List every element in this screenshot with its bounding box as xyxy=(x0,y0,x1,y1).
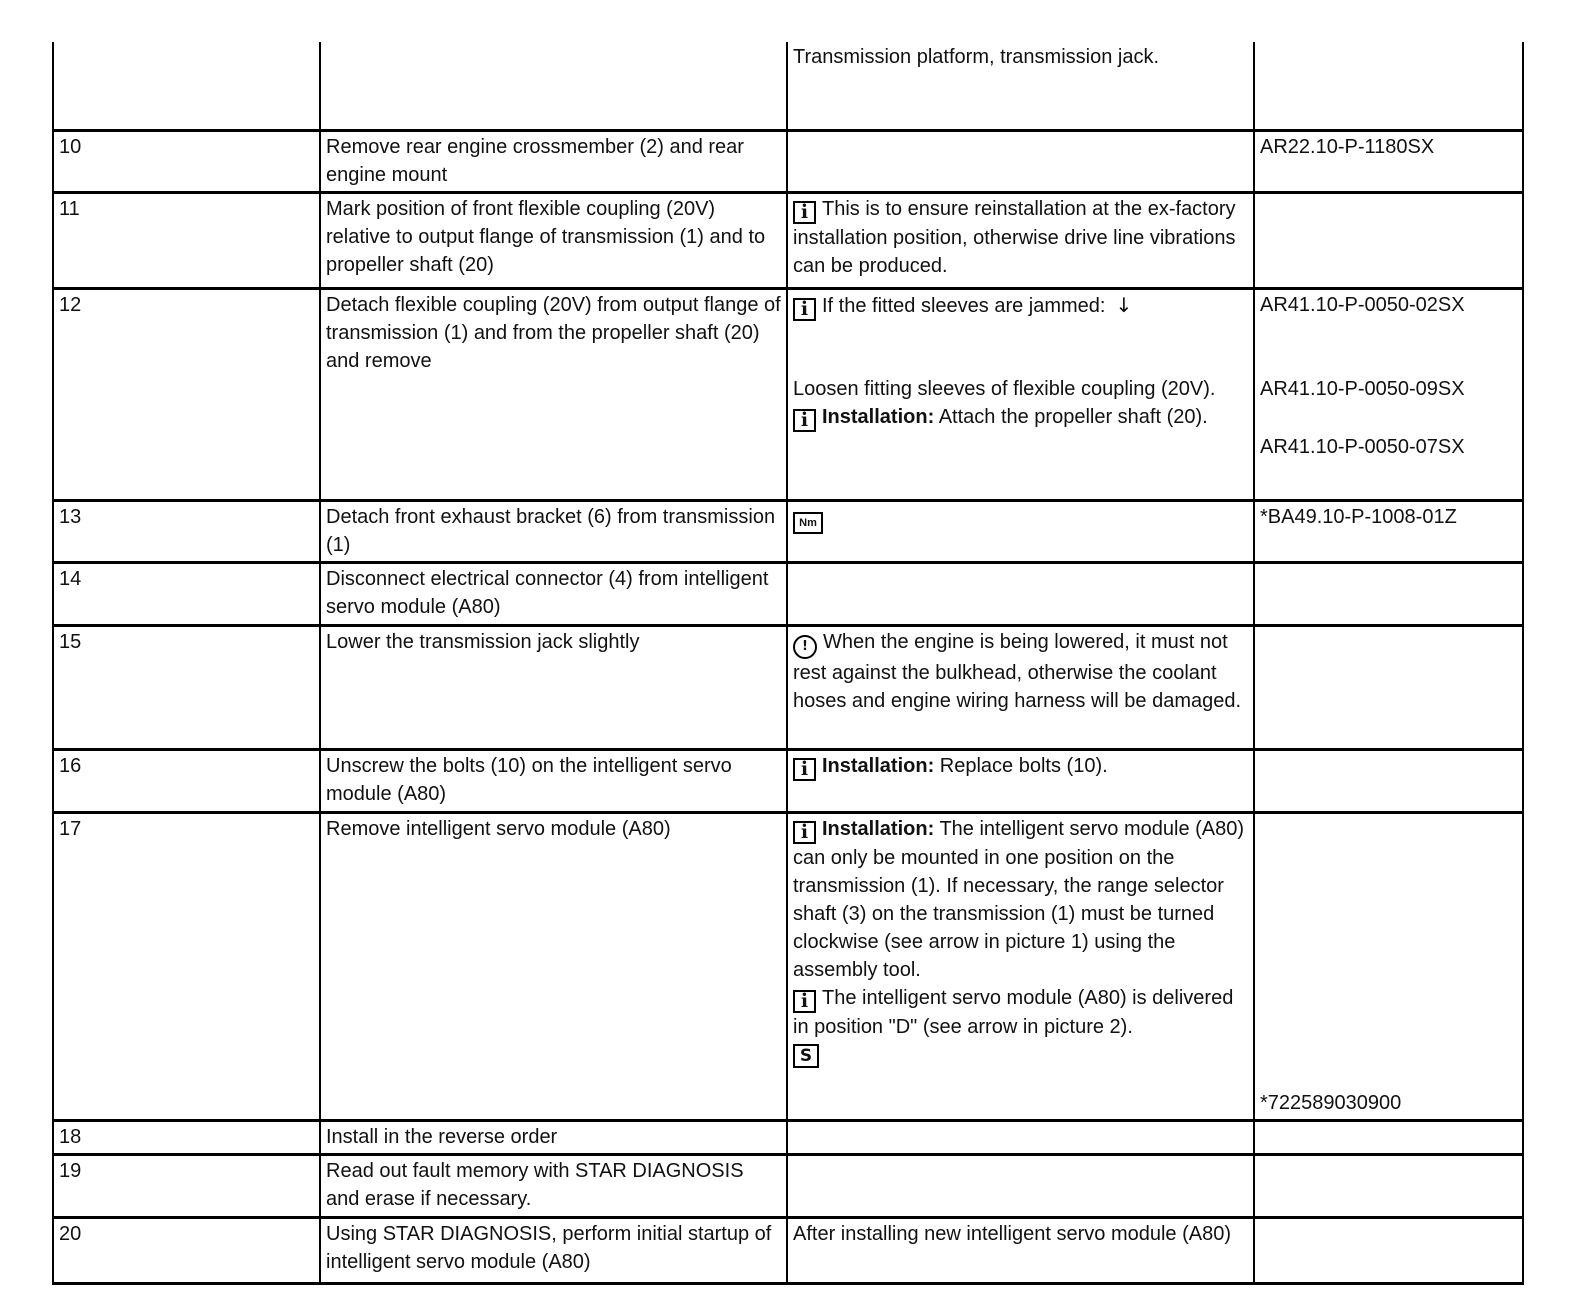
step-notes: After installing new intelligent servo module (A80) xyxy=(787,1217,1254,1283)
table-row xyxy=(53,500,1523,562)
step-action: Detach flexible coupling (20V) from output flange of transmission (1) and from the propeller shaft (20) and remove xyxy=(320,288,787,500)
info-icon: i xyxy=(793,990,816,1013)
step-number: 10 xyxy=(53,130,320,192)
reference-link[interactable]: AR22.10-P-1180SX xyxy=(1260,135,1435,158)
step-number: 19 xyxy=(53,1154,320,1217)
note-text: Replace bolts (10). xyxy=(939,754,1108,777)
note-text: The intelligent servo module (A80) can only be mounted in one position on the transmission (1). If necessary, the range selector shaft (3) on the transmission (1) must be turned clockwise (see arrow in picture 1) using the assembly tool. xyxy=(793,817,1245,981)
reference-link[interactable]: AR41.10-P-0050-02SX xyxy=(1260,293,1465,316)
procedure-table xyxy=(52,42,1524,1285)
info-icon: i xyxy=(793,298,816,321)
step-notes xyxy=(787,1120,1254,1154)
installation-label: Installation: xyxy=(822,817,935,840)
step-action: Unscrew the bolts (10) on the intelligent servo module (A80) xyxy=(320,749,787,812)
step-reference xyxy=(1254,562,1523,625)
step-number: 18 xyxy=(53,1120,320,1154)
step-reference xyxy=(1254,1154,1523,1217)
table-row xyxy=(53,1217,1523,1283)
step-reference xyxy=(1254,1217,1523,1283)
step-notes xyxy=(787,500,1254,562)
table-row xyxy=(53,1154,1523,1217)
table-row xyxy=(53,812,1523,1120)
step-action: Remove rear engine crossmember (2) and rear engine mount xyxy=(320,130,787,192)
special-tool-icon[interactable]: S xyxy=(793,1044,819,1068)
table-row xyxy=(53,42,1523,130)
step-number: 12 xyxy=(53,288,320,500)
info-icon: i xyxy=(793,758,816,781)
installation-label: Installation: xyxy=(822,405,935,428)
info-icon: i xyxy=(793,409,816,432)
step-reference xyxy=(1254,625,1523,749)
table-row xyxy=(53,749,1523,812)
step-notes xyxy=(787,42,1254,130)
step-reference xyxy=(1254,812,1523,1120)
step-action: Using STAR DIAGNOSIS, perform initial startup of intelligent servo module (A80) xyxy=(320,1217,787,1283)
step-notes xyxy=(787,749,1254,812)
step-action: Detach front exhaust bracket (6) from transmission (1) xyxy=(320,500,787,562)
step-notes xyxy=(787,288,1254,500)
table-row xyxy=(53,625,1523,749)
table-row xyxy=(53,288,1523,500)
step-action: Lower the transmission jack slightly xyxy=(320,625,787,749)
step-reference xyxy=(1254,749,1523,812)
step-notes xyxy=(787,192,1254,288)
step-notes xyxy=(787,625,1254,749)
step-action: Install in the reverse order xyxy=(320,1120,787,1154)
reference-link[interactable]: AR41.10-P-0050-07SX xyxy=(1260,435,1465,458)
note-text: Loosen fitting sleeves of flexible coupling (20V). xyxy=(793,377,1216,400)
table-row xyxy=(53,1120,1523,1154)
step-reference xyxy=(1254,192,1523,288)
step-notes xyxy=(787,1154,1254,1217)
step-reference xyxy=(1254,288,1523,500)
note-text: Transmission platform, transmission jack. xyxy=(793,46,1160,68)
step-number xyxy=(53,42,320,130)
reference-link[interactable]: *722589030900 xyxy=(1260,1091,1402,1114)
installation-label: Installation: xyxy=(822,754,935,777)
note-text: If the fitted sleeves are jammed: xyxy=(822,294,1106,317)
step-action xyxy=(320,42,787,130)
step-action: Read out fault memory with STAR DIAGNOSIS and erase if necessary. xyxy=(320,1154,787,1217)
arrow-down-icon: ↓ xyxy=(1115,292,1133,317)
note-text: When the engine is being lowered, it must not rest against the bulkhead, otherwise the coolant hoses and engine wiring harness will be damaged. xyxy=(793,630,1242,712)
step-reference[interactable] xyxy=(1254,130,1523,192)
warning-icon: ! xyxy=(793,635,817,659)
step-number: 17 xyxy=(53,812,320,1120)
step-notes xyxy=(787,812,1254,1120)
step-action: Mark position of front flexible coupling (20V) relative to output flange of transmission (1) and to propeller shaft (20) xyxy=(320,192,787,288)
step-number: 16 xyxy=(53,749,320,812)
step-reference[interactable] xyxy=(1254,500,1523,562)
torque-icon[interactable]: Nm xyxy=(793,512,823,534)
step-reference xyxy=(1254,1120,1523,1154)
table-row xyxy=(53,192,1523,288)
step-notes xyxy=(787,562,1254,625)
note-text: The intelligent servo module (A80) is delivered in position "D" (see arrow in picture 2). xyxy=(793,986,1234,1038)
step-notes xyxy=(787,130,1254,192)
step-number: 13 xyxy=(53,500,320,562)
table-row xyxy=(53,130,1523,192)
note-text: This is to ensure reinstallation at the ex-factory installation position, otherwise drive line vibrations can be produced. xyxy=(793,197,1236,277)
step-number: 20 xyxy=(53,1217,320,1283)
step-number: 14 xyxy=(53,562,320,625)
reference-link[interactable]: *BA49.10-P-1008-01Z xyxy=(1260,505,1457,528)
step-number: 11 xyxy=(53,192,320,288)
step-action: Disconnect electrical connector (4) from intelligent servo module (A80) xyxy=(320,562,787,625)
step-action: Remove intelligent servo module (A80) xyxy=(320,812,787,1120)
step-reference xyxy=(1254,42,1523,130)
note-text: Attach the propeller shaft (20). xyxy=(938,405,1208,428)
info-icon: i xyxy=(793,821,816,844)
info-icon: i xyxy=(793,201,816,224)
reference-link[interactable]: AR41.10-P-0050-09SX xyxy=(1260,377,1465,400)
table-row xyxy=(53,562,1523,625)
step-number: 15 xyxy=(53,625,320,749)
